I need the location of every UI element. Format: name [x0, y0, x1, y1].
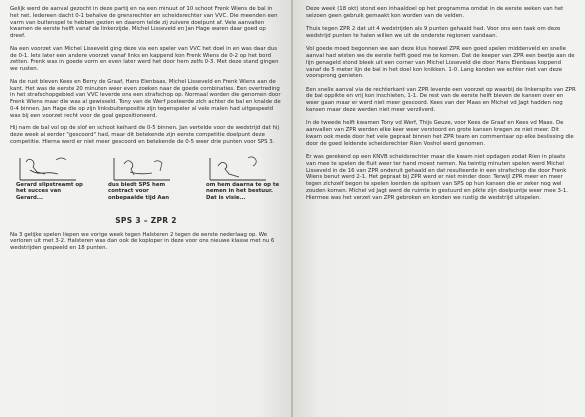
cartoon-panel-illustration — [206, 152, 272, 182]
paragraph: Er was gerekend op een KNVB scheidsrechter maar die kwam niet opdagen zodat Rien in plaats van mee te spelen de fluit weer ter hand moest nemen. Na twintig minuten spelen werd Michel Lisseveld in de 16 van ZPR onderuit gehaald en dat resulteerde in een strafschop die door Frenk Wiens benut werd 2-1. Het gepraat bij ZPR werd er niet minder door. Terwijl ZPR meer en meer tegen zichzelf begon te spelen loerden de spitsen van SPS op hun kansen die er zeker nog wel zouden komen. Michel vd Jagt werd de ruimte in gestuurd en pikte zijn doelpuntje weer mee 3-1. Hiermee was het verzet van ZPR gebroken en konden we rustig de wedstrijd uitspelen. — [306, 154, 569, 201]
cartoon-panel-illustration — [16, 152, 82, 182]
paragraph: In de tweede helft kwamen Tony vd Werf, Thijs Geuze, voor Kees de Graaf en Kees vd Maas. De aanvallen van ZPR werden elke keer weer verstoord en grote kansen kregen ze niet meer. Dit kwam ook mede door het vele gepraat binnen het ZPR team en commentaar op elke beslissing die door de goed leidende scheidsrechter Rien Voshol werd genomen. — [306, 120, 574, 147]
paragraph: Deze week (18 okt) stond een inhaaldoel op het programma omdat in de eerste weken van het seizoen geen gebruik gemaakt kon worden van de velden. — [306, 6, 564, 19]
paragraph: Na een voorzet van Michel Lisseveld ging deze via een speler van VVC het doel in en was daar dus de 0-1. Iets later een andere voorzet vanaf links en kappend kon Frenk Wiens de 0-2 op het bord zetten. Frenk was in goede vorm en even later werd het door hem zelfs 0-3. Met deze stand gingen we rusten. — [10, 45, 279, 72]
paragraph: Hij nam de bal vol op de slof en schoot keihard de 0-5 binnen. Jan vertelde voor de wedstrijd dat hij deze week al eerder "gescoord" had, maar dit betekende zijn eerste competitie doelpunt deze competitie. Hierna werd er niet meer gescoord en betekende de 0-5 weer drie punten voor SPS 3. — [10, 125, 279, 145]
paragraph: Een snelle aanval via de rechterkant van ZPR leverde een voorzet op waarbij de linkerspits van ZPR de bal oppikte en vrij kon inschieten, 1-1. De rest van de eerste helft bleven de kansen over en weer gaan maar er werd niet meer gescoord. Kees van der Maas en Michel vd Jagt hadden nog kansen maar deze werden niet meer verzilverd. — [306, 86, 576, 114]
cartoon-caption: dus biedt SPS hem contract voor onbepaalde tijd Aan — [108, 181, 170, 201]
match-score-heading: SPS 3 – ZPR 2 — [115, 215, 177, 225]
cartoon-caption: Gerard slipstreamt op het succes van Gerard... — [16, 181, 83, 201]
cartoon-caption: om hem daarna te op te nemen in het bestuur. Dat is visie... — [206, 181, 280, 201]
paragraph: Vol goede moed begonnen we aan deze klus hoewel ZPR een goed spelen middenveld en snelle aanval had wisten we de eerste helft goed me te komen. Dat de keeper van ZPR een beetje aan de lijn genageld stond bleek uit een corner van Michel Lisseveld die door Hans Elenbaas koppend vanaf de 5 meter lijn de bal in het doel kon knikken. 1-0. Lang konden we echter niet van deze voorsprong genieten. — [306, 46, 575, 80]
left-page — [0, 0, 292, 417]
paragraph: Na 3 gelijke spelen liepen we vorige week tegen Halsteren 2 tegen de eerste nederlaag op. We verloren uit met 3-2. Halsteren was dan ook de koploper in deze voor ons nieuwe klasse met nu 6 wedstrijden gespeeld en 18 punten. — [10, 231, 275, 251]
paragraph: Thuis tegen ZPR 2 dat uit 4 wedstrijden als 9 punten gehaald had. Voor ons een taak om deze wedstrijd punten te halen willen we uit de onderste regionen vandaan. — [306, 26, 561, 39]
cartoon-strip — [10, 152, 282, 214]
page-gutter — [291, 0, 293, 417]
paragraph: Gelijk werd de aanval gezocht in deze partij en na een minuut of 10 schoot Frenk Wiens de bal in het net. Iedereen dacht 0-1 behalve de grensrechter en scheidsrechter van VVC. Die meenden een varm van buitenspel te hebben gezien en daarom telde zij zuivere doelpunt af. Vele aanvallen kwamen de eerste helft vanaf de linkerzijde. Michel Lisseveld en Jan Hage waren daar goed op dreef. — [10, 6, 278, 39]
cartoon-panel-illustration — [110, 152, 176, 182]
paragraph: Na de rust bleven Kees en Berry de Graaf, Hans Elenbaas, Michel Lisseveld en Frenk Wiens aan de kant. Het was de eerste 20 minuten weer even zoeken naar de goede combinaties. Een overtreding in het strafschopgebied van VVC leverde ons een strafschop op. Normaal worden die genomen door Frenk Wiens maar die was al gewisseld. Tony van de Werf posteerde zich achter de bal en knalde de 0-4 binnen. Jan Hage die op zijn linksbuitenpositie zijn tegenspeler al vele malen had uitgespeeld was bij een voorzet recht voor de goal gepositioneerd. — [10, 78, 281, 119]
right-page — [292, 0, 584, 417]
